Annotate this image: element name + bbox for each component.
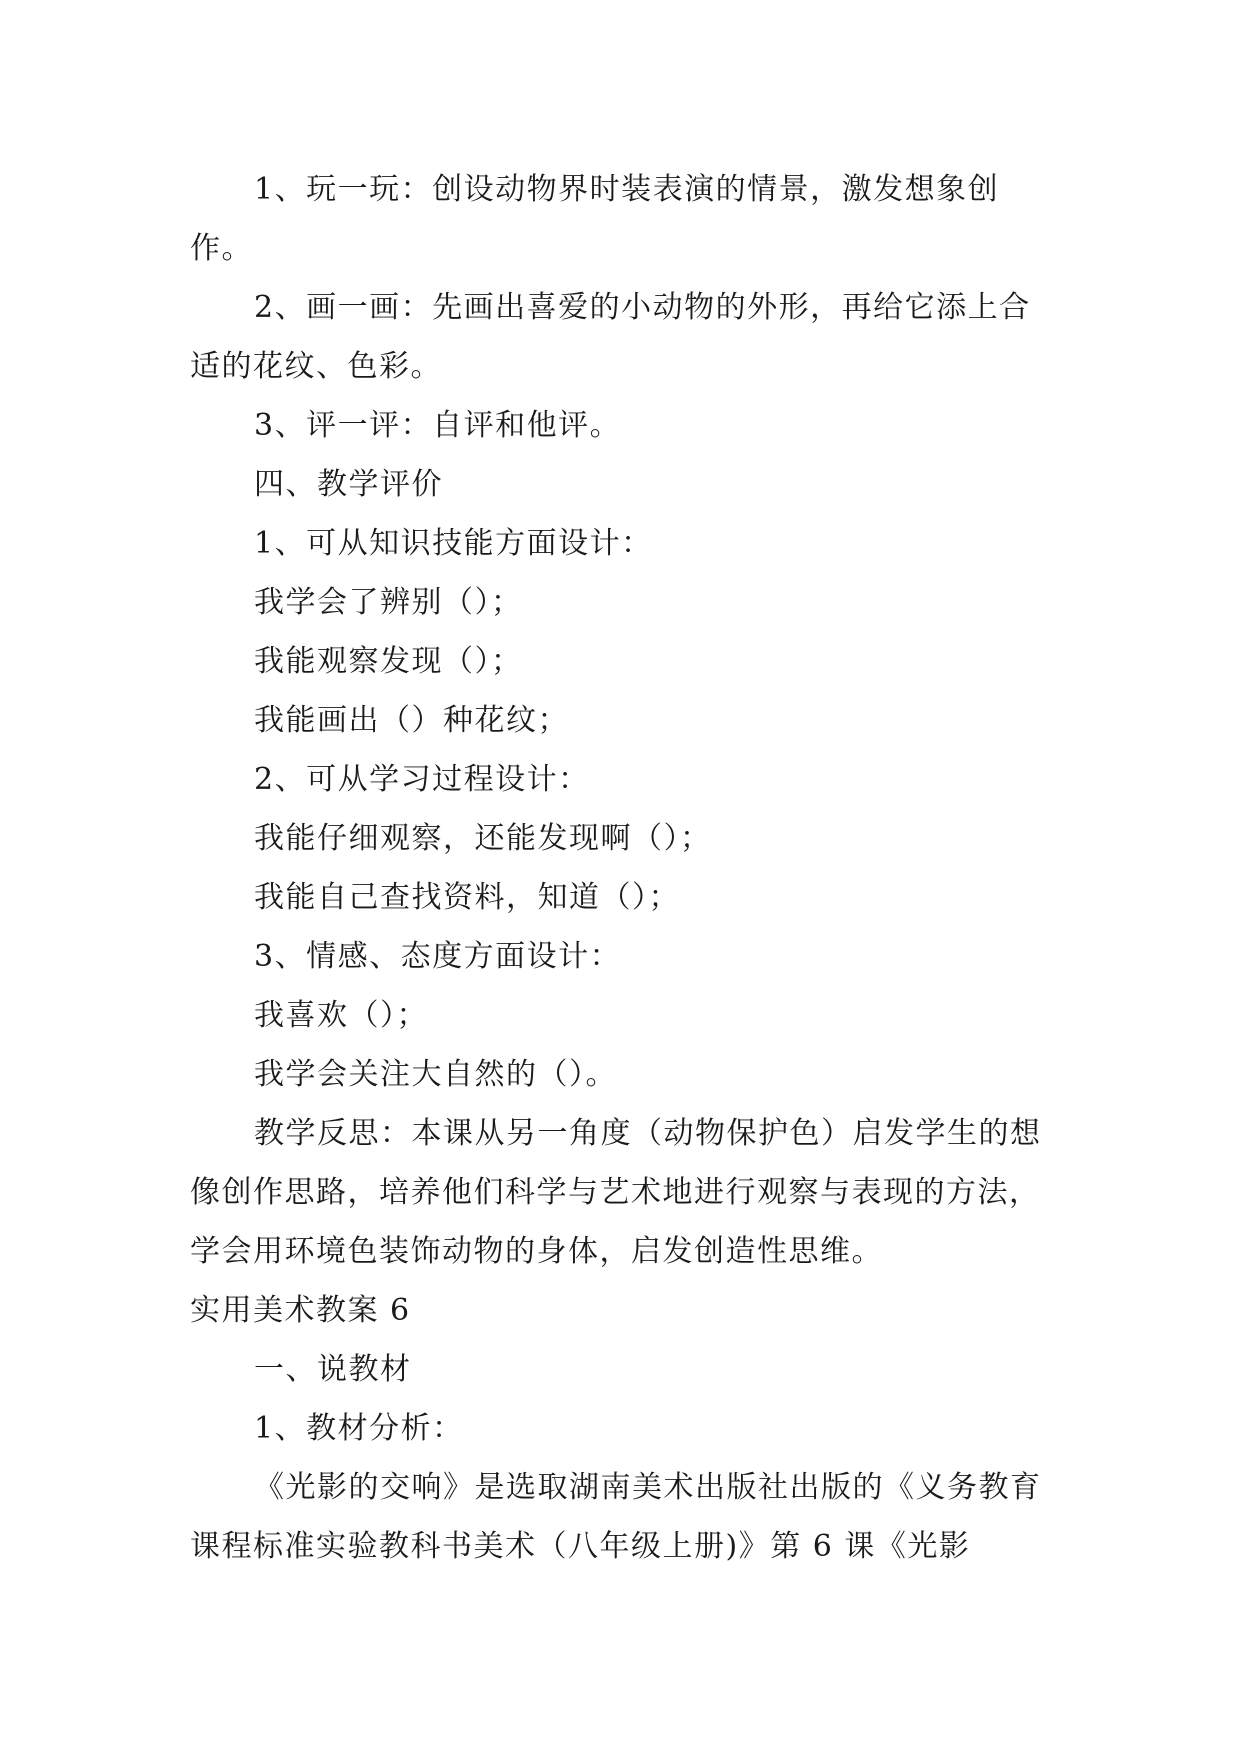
eval-attitude-line: 3、情感、态度方面设计： xyxy=(254,939,622,974)
textbook-analysis-paragraph: 《光影的交响》是选取湖南美术出版社出版的《义务教育课程标准实验教科书美术（八年级上册)》第 6 课《光影 xyxy=(190,1470,1042,1564)
eval-knowledge-item-1: 我学会了辨别（）； xyxy=(254,585,523,620)
activity-draw-paragraph: 2、画一画：先画出喜爱的小动物的外形，再给它添上合适的花纹、色彩。 xyxy=(190,290,1031,384)
activity-evaluate-line: 3、评一评：自评和他评。 xyxy=(254,408,622,443)
eval-learning-process-line: 2、可从学习过程设计： xyxy=(254,762,590,797)
section-textbook-heading: 一、说教材 xyxy=(254,1352,412,1387)
activity-play-paragraph: 1、玩一玩：创设动物界时装表演的情景，激发想象创作。 xyxy=(190,172,1000,266)
teaching-reflection-paragraph: 教学反思：本课从另一角度（动物保护色）启发学生的想像创作思路，培养他们科学与艺术地进行观察与表现的方法，学会用环境色装饰动物的身体，启发创造性思维。 xyxy=(190,1116,1042,1269)
eval-knowledge-item-2: 我能观察发现（）； xyxy=(254,644,523,679)
eval-process-item-1: 我能仔细观察，还能发现啊（）； xyxy=(254,821,712,856)
eval-knowledge-skills-line: 1、可从知识技能方面设计： xyxy=(254,526,653,561)
document-page xyxy=(190,160,1050,1576)
eval-knowledge-item-3: 我能画出（）种花纹； xyxy=(254,703,569,738)
eval-attitude-item-1: 我喜欢（）； xyxy=(254,998,428,1033)
lesson-plan-title: 实用美术教案 6 xyxy=(190,1293,411,1328)
section-teaching-evaluation-heading: 四、教学评价 xyxy=(254,467,443,502)
eval-attitude-item-2: 我学会关注大自然的（）。 xyxy=(254,1057,617,1092)
eval-process-item-2: 我能自己查找资料，知道（）； xyxy=(254,880,680,915)
textbook-analysis-heading: 1、教材分析： xyxy=(254,1411,464,1446)
